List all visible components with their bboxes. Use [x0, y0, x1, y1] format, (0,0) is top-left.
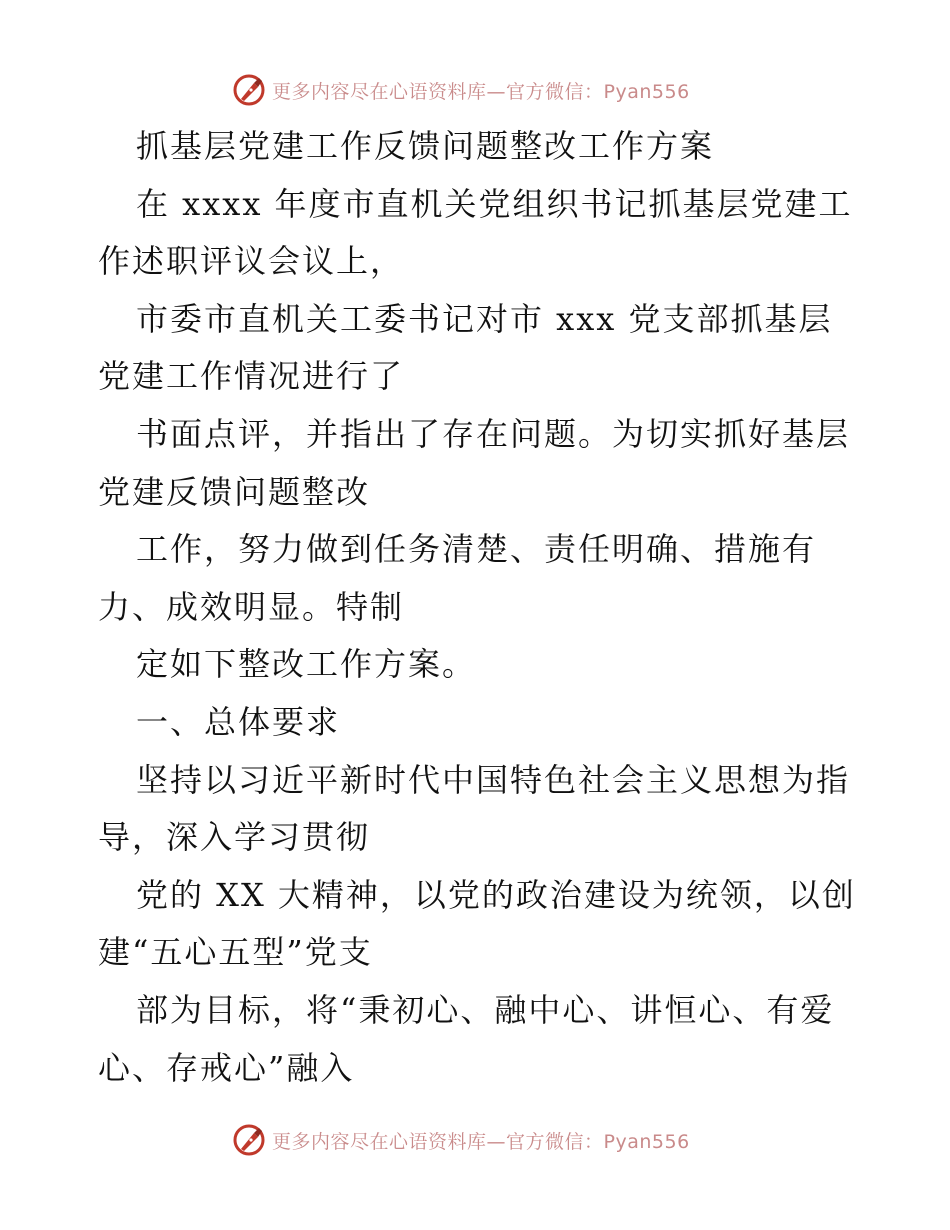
document-body	[98, 118, 858, 1097]
paragraph-line: 党建反馈问题整改	[98, 472, 371, 511]
paragraph-line: 书面点评，并指出了存在问题。为切实抓好基层	[136, 414, 851, 453]
paragraph-line: 市委市直机关工委书记对市 xxx 党支部抓基层	[136, 299, 833, 338]
paragraph-line: 导，深入学习贯彻	[98, 818, 371, 857]
paragraph-line: 定如下整改工作方案。	[136, 645, 477, 684]
section-heading: 一、总体要求	[136, 702, 341, 741]
header-watermark	[232, 72, 690, 108]
footer-watermark	[232, 1122, 690, 1158]
paragraph-line: 心、存戒心”融入	[98, 1048, 355, 1087]
paragraph-line: 力、成效明显。特制	[98, 587, 405, 626]
paragraph-line: 作述职评议会议上，	[98, 242, 405, 281]
paragraph-line: 党的 XX 大精神，以党的政治建设为统领，以创	[136, 875, 856, 914]
pen-nib-logo-icon	[232, 73, 266, 107]
paragraph-line: 建“五心五型”党支	[98, 933, 373, 972]
paragraph-line: 在 xxxx 年度市直机关党组织书记抓基层党建工	[136, 184, 853, 223]
paragraph-line: 党建工作情况进行了	[98, 357, 405, 396]
watermark-text: 更多内容尽在心语资料库—官方微信：Pyan556	[272, 80, 690, 103]
paragraph-line: 工作，努力做到任务清楚、责任明确、措施有	[136, 530, 817, 569]
paragraph-line: 部为目标，将“秉初心、融中心、讲恒心、有爱	[136, 990, 835, 1029]
document-title: 抓基层党建工作反馈问题整改工作方案	[136, 127, 715, 165]
pen-nib-logo-icon	[232, 1123, 266, 1157]
paragraph-line: 坚持以习近平新时代中国特色社会主义思想为指	[136, 760, 851, 799]
watermark-text: 更多内容尽在心语资料库—官方微信：Pyan556	[272, 1130, 690, 1153]
